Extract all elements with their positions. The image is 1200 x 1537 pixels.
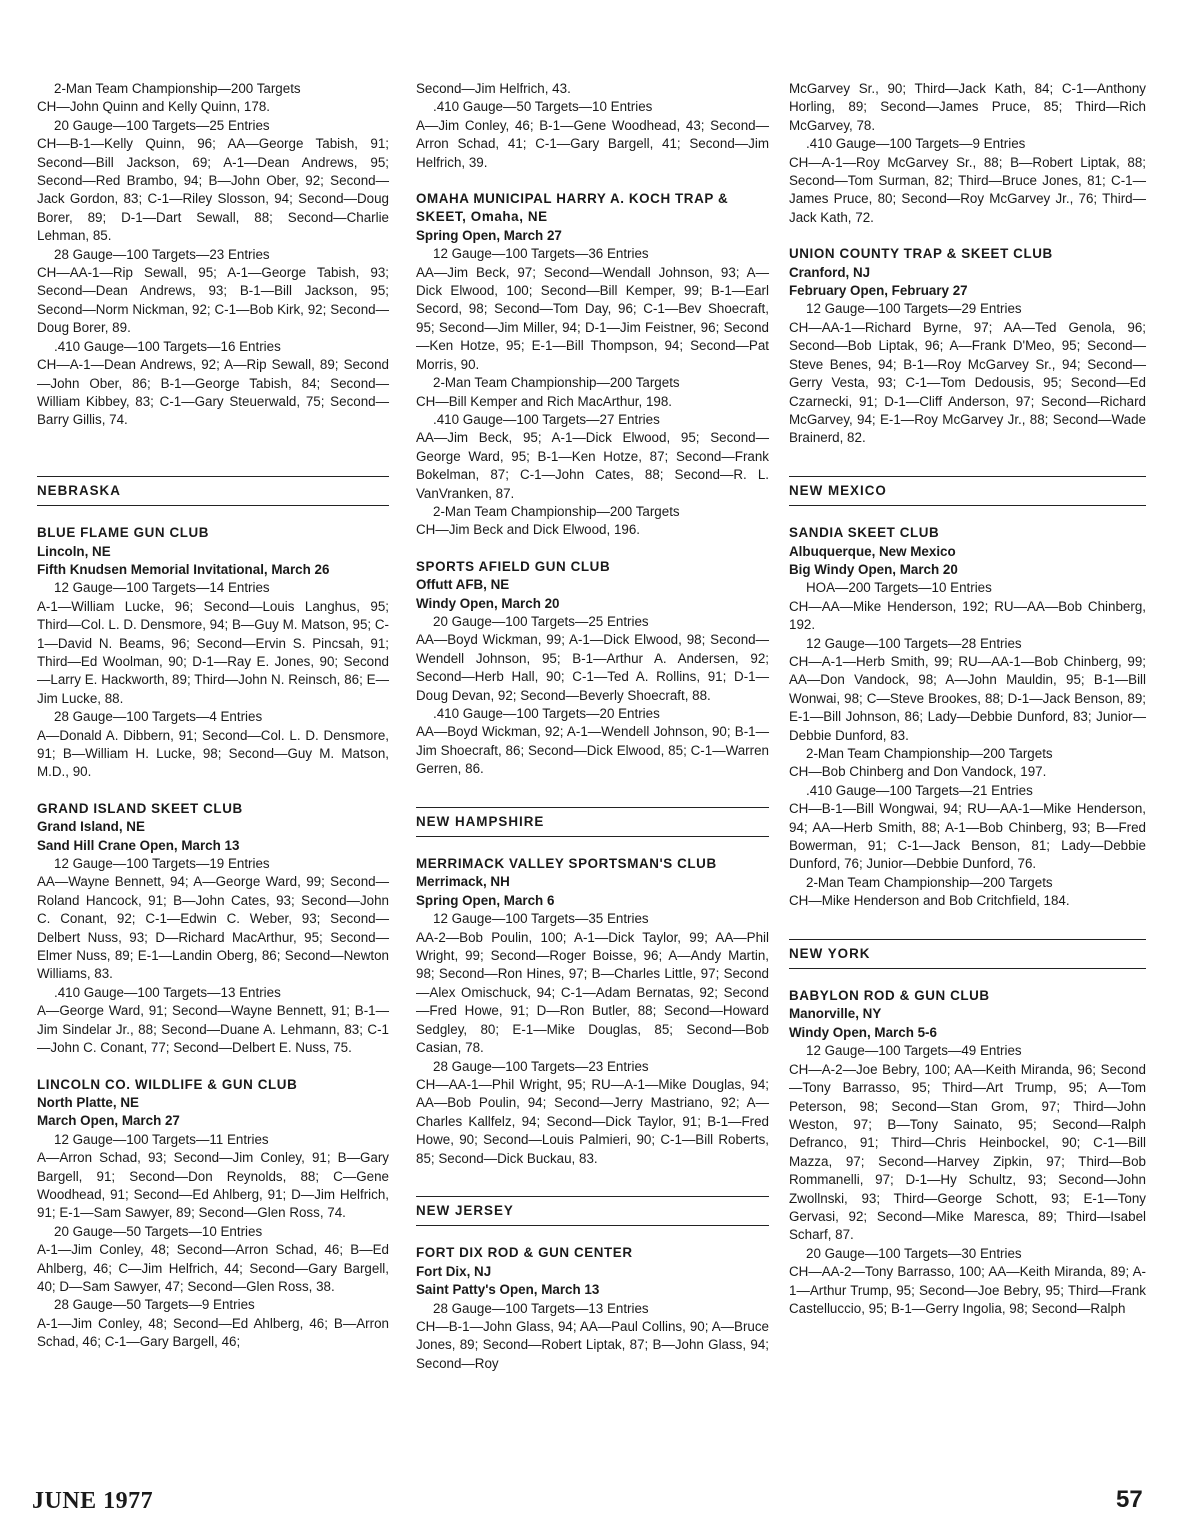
result-paragraph: AA—Wayne Bennett, 94; A—George Ward, 99; Second—Roland Hancock, 91; B—John Cates, 93; Second—John C. Conant, 92; C-1—Edwin C. Weber, 93; Second—Delbert Nuss, 93; D—Richard MacArthur, 95; Second—Elmer Nuss, 89; E-1—Landin Oberg, 86; Second—Newton Williams, 83. bbox=[37, 874, 389, 982]
event-line: .410 Gauge—100 Targets—13 Entries bbox=[54, 984, 281, 1000]
result-paragraph: AA—Jim Beck, 97; Second—Wendall Johnson, 93; A—Dick Elwood, 100; Second—Bill Kemper, 99; B-1—Earl Secord, 98; Second—Tom Day, 96; C-1—Bev Shoecraft, 95; Second—Jim Miller, 94; D-1—Jim Feistner, 96; Second—Ken Hotze, 95; E-1—Bill Thompson, 94; Second—Pat Morris, 90. bbox=[416, 264, 769, 372]
result-paragraph: A—Arron Schad, 93; Second—Jim Conley, 91; B—Gary Bargell, 91; Second—Don Reynolds, 88; C—Gene Woodhead, 91; Second—Ed Ahlberg, 91; D—Jim Helfrich, 91; E-1—Sam Sawyer, 89; Second—Glen Ross, 74. bbox=[37, 1150, 389, 1221]
event-info: Spring Open, March 27 bbox=[416, 227, 562, 243]
event-line: 28 Gauge—50 Targets—9 Entries bbox=[54, 1297, 255, 1313]
result-paragraph: A—George Ward, 91; Second—Wayne Bennett, 91; B-1—Jim Sindelar Jr., 88; Second—Duane A. Lehmann, 83; C-1—John C. Conant, 77; Second—Delbert E. Nuss, 75. bbox=[37, 1003, 389, 1056]
result-paragraph: CH—AA-1—Rip Sewall, 95; A-1—George Tabish, 93; Second—Dean Andrews, 93; B-1—Bill Jackson, 95; Second—Norm Nickman, 92; C-1—Bob Kirk, 92; Second—Doug Borer, 89. bbox=[37, 265, 389, 336]
spacer bbox=[37, 506, 389, 524]
event-info: Manorville, NY bbox=[789, 1006, 882, 1022]
club-name: FORT DIX ROD & GUN CENTER bbox=[416, 1245, 633, 1261]
state-heading: NEW HAMPSHIRE bbox=[416, 807, 769, 837]
result-paragraph: AA-2—Bob Poulin, 100; A-1—Dick Taylor, 99; AA—Phil Wright, 99; Second—Roger Boisse, 96; A—Andy Martin, 98; Second—Ron Hines, 97; B—Charles Little, 97; Second—Alex Omischuck, 94; C-1—Adam Bernatas, 92; Second—Fred Howe, 91; D—Ron Butler, 88; Second—Howard Sedgley, 80; E-1—Mike Douglas, 85; Second—Bob Casian, 78. bbox=[416, 929, 769, 1056]
result-paragraph: CH—A-2—Joe Bebry, 100; AA—Keith Miranda, 96; Second—Tony Barrasso, 95; Third—Art Trump, 95; A—Tom Peterson, 98; Second—Stan Grom, 97; Third—John Weston, 97; B—Tony Sainato, 95; Second—Ralph Defranco, 91; Third—Chris Heinbockel, 90; C-1—Bill Mazza, 97; Second—Harvey Zipkin, 97; Third—Bob Rommanelli, 97; D-1—Hy Schultz, 93; Second—John Zwollnski, 93; Third—George Schott, 93; E-1—Tony Gervasi, 92; Second—Mike Maresca, 89; Third—Isabel Scharf, 87. bbox=[789, 1061, 1146, 1243]
event-line: 20 Gauge—100 Targets—25 Entries bbox=[54, 117, 270, 133]
spacer bbox=[789, 227, 1146, 245]
result-paragraph: CH—Jim Beck and Dick Elwood, 196. bbox=[416, 522, 641, 538]
event-line: 12 Gauge—100 Targets—49 Entries bbox=[806, 1043, 1022, 1059]
column-1 bbox=[37, 80, 389, 1352]
event-info: February Open, February 27 bbox=[789, 283, 968, 299]
event-info: Saint Patty's Open, March 13 bbox=[416, 1282, 600, 1298]
spacer bbox=[416, 172, 769, 190]
event-line: 12 Gauge—100 Targets—35 Entries bbox=[433, 911, 649, 927]
event-line: 2-Man Team Championship—200 Targets bbox=[806, 746, 1053, 761]
event-line: 20 Gauge—100 Targets—25 Entries bbox=[433, 613, 649, 629]
spacer bbox=[37, 782, 389, 800]
result-paragraph: CH—A-1—Dean Andrews, 92; A—Rip Sewall, 89; Second—John Ober, 86; B-1—George Tabish, 84; Second—William Kibbey, 83; C-1—Gary Steuerwald, 75; Second—Barry Gillis, 74. bbox=[37, 357, 389, 428]
event-info: Fort Dix, NJ bbox=[416, 1263, 492, 1279]
result-paragraph: CH—Bob Chinberg and Don Vandock, 197. bbox=[789, 764, 1047, 780]
event-line: 20 Gauge—50 Targets—10 Entries bbox=[54, 1223, 263, 1239]
result-paragraph: AA—Boyd Wickman, 99; A-1—Dick Elwood, 98; Second—Wendell Johnson, 95; B-1—Arthur A. Andersen, 92; Second—Herb Hall, 90; C-1—Ted A. Rollins, 91; D-1—Doug Devan, 92; Second—Beverly Shoecraft, 88. bbox=[416, 632, 769, 703]
event-line: 28 Gauge—100 Targets—4 Entries bbox=[54, 709, 263, 725]
spacer bbox=[789, 911, 1146, 929]
event-line: .410 Gauge—50 Targets—10 Entries bbox=[433, 99, 653, 115]
event-line: 28 Gauge—100 Targets—23 Entries bbox=[54, 246, 270, 262]
club-name: SANDIA SKEET CLUB bbox=[789, 525, 940, 541]
club-name: SPORTS AFIELD GUN CLUB bbox=[416, 558, 611, 574]
result-paragraph: CH—AA-2—Tony Barrasso, 100; AA—Keith Miranda, 89; A-1—Arthur Trump, 95; Second—Joe Bebry, 95; Third—Frank Castelluccio, 95; B-1—Gerry Ingolia, 98; Second—Ralph bbox=[789, 1264, 1146, 1316]
event-line: 12 Gauge—100 Targets—29 Entries bbox=[806, 301, 1022, 317]
event-line: .410 Gauge—100 Targets—20 Entries bbox=[433, 706, 660, 721]
spacer bbox=[789, 969, 1146, 987]
event-line: .410 Gauge—100 Targets—16 Entries bbox=[54, 338, 281, 354]
club-name: UNION COUNTY TRAP & SKEET CLUB bbox=[789, 246, 1053, 262]
club-name: MERRIMACK VALLEY SPORTSMAN'S CLUB bbox=[416, 856, 717, 872]
event-line: 12 Gauge—100 Targets—36 Entries bbox=[433, 246, 649, 262]
state-heading: NEBRASKA bbox=[37, 476, 389, 506]
event-line: 12 Gauge—100 Targets—11 Entries bbox=[54, 1131, 269, 1147]
club-name: GRAND ISLAND SKEET CLUB bbox=[37, 800, 243, 816]
column-3 bbox=[789, 80, 1146, 1318]
result-paragraph: A—Donald A. Dibbern, 91; Second—Col. L. D. Densmore, 91; B—William H. Lucke, 98; Second—Guy M. Matson, M.D., 90. bbox=[37, 727, 389, 780]
state-heading: NEW YORK bbox=[789, 939, 1146, 969]
page-number: 57 bbox=[1116, 1486, 1143, 1513]
result-paragraph: AA—Jim Beck, 95; A-1—Dick Elwood, 95; Second—George Ward, 95; B-1—Ken Hotze, 87; Second—Frank Bokelman, 87; C-1—John Cates, 88; Second—R. L. VanVranken, 87. bbox=[416, 430, 769, 501]
event-info: Sand Hill Crane Open, March 13 bbox=[37, 837, 240, 853]
event-info: Fifth Knudsen Memorial Invitational, March 26 bbox=[37, 561, 330, 577]
result-paragraph: Second—Jim Helfrich, 43. bbox=[416, 81, 571, 96]
event-line: 28 Gauge—100 Targets—13 Entries bbox=[433, 1300, 649, 1316]
event-line: 2-Man Team Championship—200 Targets bbox=[54, 81, 301, 96]
result-paragraph: CH—B-1—Kelly Quinn, 96; AA—George Tabish, 91; Second—Bill Jackson, 69; A-1—Dean Andrews, 95; Second—Red Brambo, 94; B—John Ober, 92; Second—Jack Gordon, 83; C-1—Riley Slosson, 94; Second—Doug Borer, 89; D-1—Dart Sewall, 88; Second—Charlie Lehman, 85. bbox=[37, 136, 389, 244]
club-name: BLUE FLAME GUN CLUB bbox=[37, 525, 210, 541]
event-info: Windy Open, March 5-6 bbox=[789, 1024, 937, 1040]
spacer bbox=[37, 1058, 389, 1076]
result-paragraph: McGarvey Sr., 90; Third—Jack Kath, 84; C-1—Anthony Horling, 89; Second—James Pruce, 85; Third—Rich McGarvey, 78. bbox=[789, 81, 1146, 133]
spacer bbox=[416, 1226, 769, 1244]
event-line: .410 Gauge—100 Targets—9 Entries bbox=[806, 136, 1026, 152]
result-paragraph: CH—AA-1—Phil Wright, 95; RU—A-1—Mike Douglas, 94; AA—Bob Poulin, 94; Second—Jerry Mastriano, 92; A—Charles Kallfelz, 94; Second—Dick Taylor, 91; B-1—Fred Howe, 90; Second—Louis Palmieri, 90; C-1—Bill Roberts, 85; Second—Dick Buckau, 83. bbox=[416, 1076, 769, 1166]
event-line: 12 Gauge—100 Targets—19 Entries bbox=[54, 856, 270, 872]
result-paragraph: A-1—Jim Conley, 48; Second—Arron Schad, 46; B—Ed Ahlberg, 46; C—Jim Helfrich, 44; Second—Gary Bargell, 40; D—Sam Sawyer, 47; Second—Glen Ross, 38. bbox=[37, 1242, 389, 1294]
event-line: 12 Gauge—100 Targets—28 Entries bbox=[806, 635, 1022, 651]
event-line: .410 Gauge—100 Targets—21 Entries bbox=[806, 782, 1033, 798]
result-paragraph: CH—B-1—Bill Wongwai, 94; RU—AA-1—Mike Henderson, 94; AA—Herb Smith, 88; A-1—Bob Chinberg, 93; B—Fred Bowerman, 91; C-1—Jack Benson, 81; Lady—Debbie Dunford, 76; Junior—Debbie Dunford, 76. bbox=[789, 801, 1146, 872]
event-line: 12 Gauge—100 Targets—14 Entries bbox=[54, 580, 270, 596]
event-info: Albuquerque, New Mexico bbox=[789, 543, 956, 559]
result-paragraph: CH—AA-1—Richard Byrne, 97; AA—Ted Genola, 96; Second—Bob Liptak, 96; A—Frank D'Meo, 95; Second—Steve Benes, 94; B-1—Roy McGarvey Sr., 94; Second—Gerry Vesta, 93; C-1—Tom Dedousis, 95; Second—Ed Czarnecki, 91; D-1—Cliff Anderson, 97; Second—Richard McGarvey, 94; E-1—Roy McGarvey Jr., 88; Second—Wade Brainerd, 82. bbox=[789, 319, 1146, 446]
result-paragraph: CH—Bill Kemper and Rich MacArthur, 198. bbox=[416, 393, 673, 409]
result-paragraph: CH—AA—Mike Henderson, 192; RU—AA—Bob Chinberg, 192. bbox=[789, 598, 1146, 633]
state-heading: NEW MEXICO bbox=[789, 476, 1146, 506]
event-line: 2-Man Team Championship—200 Targets bbox=[433, 503, 680, 519]
event-line: HOA—200 Targets—10 Entries bbox=[806, 580, 992, 596]
spacer bbox=[416, 779, 769, 797]
event-line: 28 Gauge—100 Targets—23 Entries bbox=[433, 1058, 649, 1074]
event-info: Cranford, NJ bbox=[789, 264, 871, 280]
event-info: March Open, March 27 bbox=[37, 1113, 180, 1129]
event-info: North Platte, NE bbox=[37, 1094, 139, 1110]
result-paragraph: A—Jim Conley, 46; B-1—Gene Woodhead, 43; Second—Arron Schad, 41; C-1—Gary Bargell, 41; Second—Jim Helfrich, 39. bbox=[416, 117, 769, 170]
event-info: Lincoln, NE bbox=[37, 543, 111, 559]
event-info: Merrimack, NH bbox=[416, 874, 510, 890]
state-heading: NEW JERSEY bbox=[416, 1196, 769, 1226]
event-info: Offutt AFB, NE bbox=[416, 577, 510, 593]
event-line: 20 Gauge—100 Targets—30 Entries bbox=[806, 1245, 1022, 1261]
result-paragraph: CH—John Quinn and Kelly Quinn, 178. bbox=[37, 99, 270, 115]
result-paragraph: CH—A-1—Herb Smith, 99; RU—AA-1—Bob Chinberg, 99; AA—Don Vandock, 98; A—John Mauldin, 95; B-1—Bill Wonwai, 98; C—Steve Brookes, 88; D-1—Jack Benson, 89; E-1—Bill Johnson, 86; Lady—Debbie Dunford, 83; Junior—Debbie Dunford, 83. bbox=[789, 653, 1146, 743]
club-name: LINCOLN CO. WILDLIFE & GUN CLUB bbox=[37, 1076, 298, 1092]
result-paragraph: CH—Mike Henderson and Bob Critchfield, 184. bbox=[789, 893, 1070, 909]
event-info: Spring Open, March 6 bbox=[416, 892, 555, 908]
spacer bbox=[416, 1168, 769, 1186]
spacer bbox=[37, 430, 389, 448]
result-paragraph: CH—A-1—Roy McGarvey Sr., 88; B—Robert Liptak, 88; Second—Tom Surman, 82; Third—Bruce Jones, 81; C-1—James Pruce, 80; Second—Roy McGarvey Jr., 76; Third—Jack Kath, 72. bbox=[789, 154, 1146, 225]
event-line: 2-Man Team Championship—200 Targets bbox=[433, 375, 680, 391]
event-line: 2-Man Team Championship—200 Targets bbox=[806, 874, 1053, 890]
result-paragraph: A-1—William Lucke, 96; Second—Louis Langhus, 95; Third—Col. L. D. Densmore, 94; B—Guy M. Matson, 95; C-1—David N. Beams, 96; Second—Ervin S. Pincsah, 91; Third—Ed Woolman, 90; D-1—Ray E. Jones, 90; Second—Larry E. Hackworth, 89; Third—John N. Reinsch, 86; E—Jim Lucke, 88. bbox=[37, 598, 389, 706]
column-2 bbox=[416, 80, 769, 1373]
club-name: OMAHA MUNICIPAL HARRY A. KOCH TRAP & SKEET, Omaha, NE bbox=[416, 191, 729, 225]
result-paragraph: AA—Boyd Wickman, 92; A-1—Wendell Johnson, 90; B-1—Jim Shoecraft, 86; Second—Dick Elwood, 85; C-1—Warren Gerren, 86. bbox=[416, 724, 769, 777]
event-line: .410 Gauge—100 Targets—27 Entries bbox=[433, 411, 660, 427]
spacer bbox=[416, 837, 769, 855]
result-paragraph: A-1—Jim Conley, 48; Second—Ed Ahlberg, 46; B—Arron Schad, 46; C-1—Gary Bargell, 46; bbox=[37, 1315, 389, 1350]
club-name: BABYLON ROD & GUN CLUB bbox=[789, 988, 990, 1004]
spacer bbox=[789, 448, 1146, 466]
event-info: Grand Island, NE bbox=[37, 819, 145, 835]
spacer bbox=[789, 506, 1146, 524]
issue-date: JUNE 1977 bbox=[32, 1488, 154, 1514]
event-info: Windy Open, March 20 bbox=[416, 595, 560, 611]
spacer bbox=[37, 448, 389, 466]
spacer bbox=[416, 540, 769, 558]
event-info: Big Windy Open, March 20 bbox=[789, 561, 958, 577]
result-paragraph: CH—B-1—John Glass, 94; AA—Paul Collins, 90; A—Bruce Jones, 89; Second—Robert Liptak, 87; B—John Glass, 94; Second—Roy bbox=[416, 1318, 769, 1371]
